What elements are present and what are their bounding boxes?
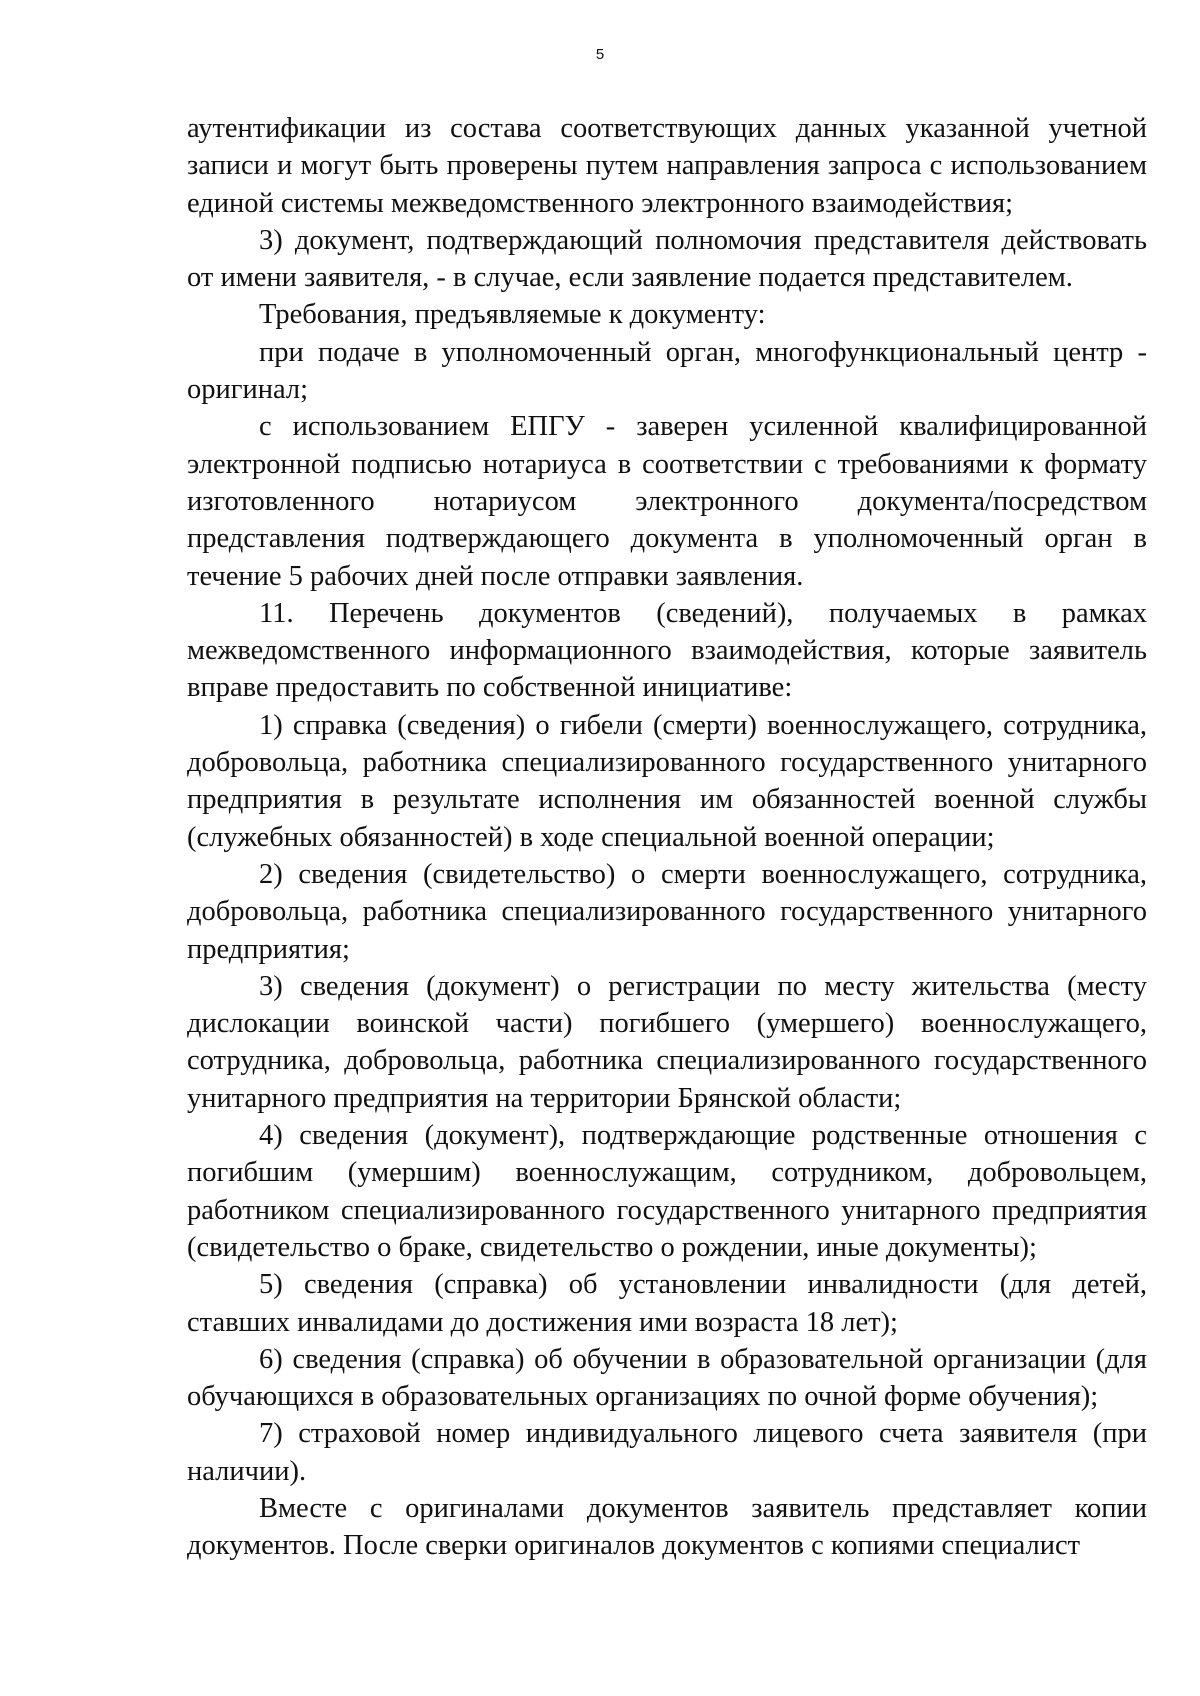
list-item-7: 7) страховой номер индивидуального лицевого счета заявителя (при наличии).: [187, 1418, 1147, 1487]
paragraph-epgu: с использованием ЕПГУ - заверен усиленной квалифицированной электронной подписью нотариуса в соответствии с требованиями к формату изготовленного нотариусом электронного документа/посредством представления подтверждающего документа в уполномоченный орган в течение 5 рабочих дней после отправки заявления.: [187, 411, 1147, 592]
paragraph-copies: Вместе с оригиналами документов заявитель представляет копии документов. После сверки оригиналов документов с копиями специалист: [187, 1492, 1147, 1562]
paragraph-authentication: аутентификации из состава соответствующих данных указанной учетной записи и могут быть проверены путем направления запроса с использованием единой системы межведомственного электронного взаимодействия;: [187, 113, 1147, 219]
list-item-6: 6) сведения (справка) об обучении в образовательной организации (для обучающихся в образовательных организациях по очной форме обучения);: [187, 1343, 1147, 1413]
list-item-5: 5) сведения (справка) об установлении инвалидности (для детей, ставших инвалидами до достижения ими возраста 18 лет);: [187, 1269, 1147, 1338]
list-item-3: 3) сведения (документ) о регистрации по месту жительства (месту дислокации воинской части) погибшего (умершего) военнослужащего, сотрудника, добровольца, работника специализированного государственного унитарного предприятия на территории Брянской области;: [187, 970, 1147, 1114]
page-number: 5: [595, 46, 605, 63]
list-item-2: 2) сведения (свидетельство) о смерти военнослужащего, сотрудника, добровольца, работника специализированного государственного унитарного предприятия;: [187, 858, 1147, 965]
list-item-1: 1) справка (сведения) о гибели (смерти) военнослужащего, сотрудника, добровольца, работника специализированного государственного унитарного предприятия в результате исполнения им обязанностей военной службы (служебных обязанностей) в ходе специальной военной операции;: [187, 709, 1147, 853]
paragraph-item-3-representative: 3) документ, подтверждающий полномочия представителя действовать от имени заявителя, - в случае, если заявление подается представителем.: [187, 224, 1147, 294]
document-body: [187, 110, 1147, 1565]
paragraph-section-11: 11. Перечень документов (сведений), получаемых в рамках межведомственного информационного взаимодействия, которые заявитель вправе предоставить по собственной инициативе:: [187, 597, 1147, 704]
paragraph-requirements: Требования, предъявляемые к документу:: [259, 299, 766, 331]
paragraph-original-submission: при подаче в уполномоченный орган, многофункциональный центр - оригинал;: [187, 336, 1147, 406]
list-item-4: 4) сведения (документ), подтверждающие родственные отношения с погибшим (умершим) военнослужащим, сотрудником, добровольцем, работником специализированного государственного унитарного предприятия (свидетельство о браке, свидетельство о рождении, иные документы);: [187, 1120, 1147, 1263]
